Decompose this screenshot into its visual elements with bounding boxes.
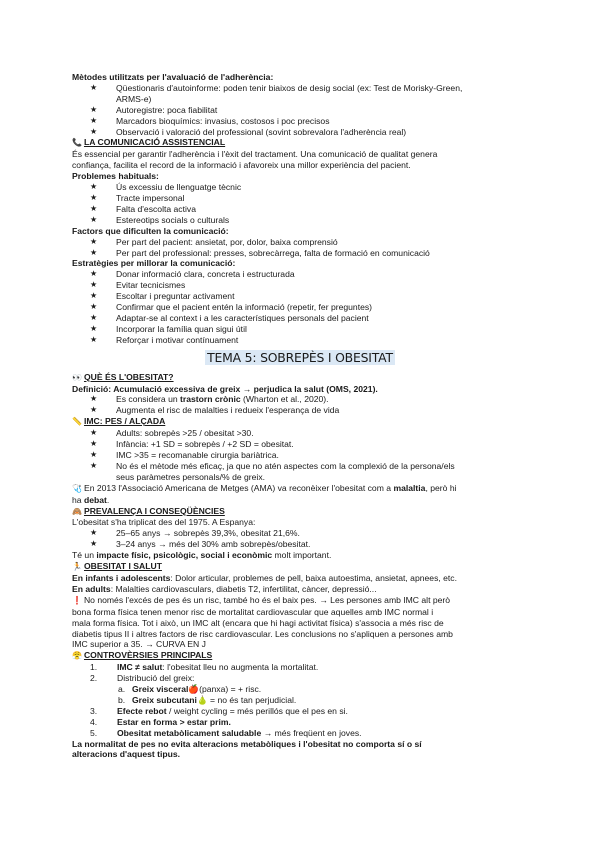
adults-line: En adults: Malalties cardiovasculars, diabetis T2, infertilitat, càncer, depressió... bbox=[72, 583, 377, 594]
list-item-continuation: ARMS-e) bbox=[116, 93, 152, 104]
list-subitem: a. Greix visceral🍎(panxa) = + risc. bbox=[118, 684, 262, 695]
list-item: ★ Per part del professional: presses, sobrecàrrega, falta de formació en comunicació bbox=[90, 247, 430, 258]
list-item: ★ Autoregistre: poca fiabilitat bbox=[90, 104, 218, 115]
list-item: 2. Distribució del greix: bbox=[90, 673, 195, 684]
star-bullet-icon: ★ bbox=[90, 82, 98, 92]
list-item: ★ Tracte impersonal bbox=[90, 192, 185, 203]
star-bullet-icon: ★ bbox=[90, 394, 98, 404]
star-bullet-icon: ★ bbox=[90, 528, 98, 538]
angry-face-icon: 😤 bbox=[72, 651, 82, 661]
star-bullet-icon: ★ bbox=[90, 323, 98, 333]
que-es-heading: 👀 QUÈ ÉS L'OBESITAT? bbox=[72, 371, 174, 382]
imc-heading: 📏 IMC: PES / ALÇADA bbox=[72, 416, 166, 427]
document-page bbox=[72, 72, 528, 760]
problemes-heading: Problemes habituals: bbox=[72, 171, 159, 182]
star-bullet-icon: ★ bbox=[90, 126, 98, 136]
list-item: 4. Estar en forma > estar prim. bbox=[90, 716, 231, 727]
metodes-heading: Mètodes utilitzats per l'avaluació de l'adherència: bbox=[72, 72, 274, 82]
list-item: ★ Falta d'escolta activa bbox=[90, 203, 196, 214]
star-bullet-icon: ★ bbox=[90, 214, 98, 224]
comunicacio-heading: 📞 LA COMUNICACIÓ ASSISTENCIAL bbox=[72, 137, 226, 148]
list-item: ★ IMC >35 = recomanable cirurgia bariàtrica. bbox=[90, 450, 279, 460]
apple-icon: 🍎 bbox=[188, 684, 200, 695]
star-bullet-icon: ★ bbox=[90, 460, 98, 470]
stethoscope-icon: 🩺 bbox=[72, 483, 82, 493]
list-item: ★ Marcadors bioquímics: invasius, costosos i poc precisos bbox=[90, 115, 330, 126]
tema-title: TEMA 5: SOBREPÈS I OBESITAT bbox=[207, 349, 393, 365]
list-item: ★ Adults: sobrepès >25 / obesitat >30. bbox=[90, 428, 254, 439]
comunicacio-intro: És essencial per garantir l'adherència i l'èxit del tractament. Una comunicació de qualitat genera confiança, facilita el record de la informació i afavoreix una millor experiència del pacient. bbox=[72, 149, 438, 171]
prevalenca-intro: L'obesitat s'ha triplicat des del 1975. A Espanya: bbox=[72, 517, 256, 528]
list-item: ★ Ús excessiu de llenguatge tècnic bbox=[90, 182, 242, 193]
star-bullet-icon: ★ bbox=[90, 428, 98, 438]
pear-icon: 🍐 bbox=[196, 694, 208, 705]
list-item: ★ 25–65 anys → sobrepès 39,3%, obesitat 21,6%. bbox=[90, 528, 300, 539]
runner-icon: 🏃 bbox=[72, 562, 82, 572]
star-bullet-icon: ★ bbox=[90, 115, 98, 125]
list-item: ★ Adaptar-se al context i a les característiques personals del pacient bbox=[90, 312, 369, 323]
monkey-icon: 🙈 bbox=[72, 506, 82, 516]
star-bullet-icon: ★ bbox=[90, 203, 98, 213]
star-bullet-icon: ★ bbox=[90, 291, 98, 301]
list-item: ★ Evitar tecnicismes bbox=[90, 280, 186, 291]
list-item: ★ Confirmar que el pacient entén la informació (repetir, fer preguntes) bbox=[90, 302, 373, 313]
list-item: ★ Escoltar i preguntar activament bbox=[90, 291, 235, 302]
star-bullet-icon: ★ bbox=[90, 405, 98, 415]
star-bullet-icon: ★ bbox=[90, 439, 98, 449]
list-item: ★ Per part del pacient: ansietat, por, dolor, baixa comprensió bbox=[90, 236, 338, 247]
list-item: ★ 3–24 anys → més del 30% amb sobrepès/obesitat. bbox=[90, 539, 311, 550]
estrategies-heading: Estratègies per millorar la comunicació: bbox=[72, 258, 236, 269]
final-statement: La normalitat de pes no evita alteracions metabòliques i l'obesitat no comporta sí o sí alteracions d'aquest tipus. bbox=[72, 738, 422, 760]
star-bullet-icon: ★ bbox=[90, 539, 98, 549]
star-bullet-icon: ★ bbox=[90, 450, 98, 459]
exclamation-icon: ❗ bbox=[72, 595, 82, 605]
star-bullet-icon: ★ bbox=[90, 269, 98, 279]
star-bullet-icon: ★ bbox=[90, 312, 98, 322]
list-item: ★ Estereotips socials o culturals bbox=[90, 214, 230, 225]
salut-paragraph: ❗ No només l'excés de pes és un risc, també ho és el baix pes. → Les persones amb IMC alt però bona forma física tenen menor risc de mortalitat cardiovascular que aquelles amb IMC normal i mala forma física. Tot i això, un IMC alt (encara que hi hagi activitat física) s'associa a més risc de diabetis tipus II i altres factors de risc cardiovascular. Les conclusions no s'apliquen a persones amb IMC superior a 35. → CURVA EN J bbox=[72, 594, 453, 650]
list-item: ★ Es considera un trastorn crònic (Wharton et al., 2020). bbox=[90, 394, 329, 405]
ruler-icon: 📏 bbox=[72, 417, 82, 427]
star-bullet-icon: ★ bbox=[90, 192, 98, 202]
list-item: 1. IMC ≠ salut: l'obesitat lleu no augmenta la mortalitat. bbox=[90, 662, 319, 673]
ama-paragraph: 🩺 En 2013 l'Associació Americana de Metges (AMA) va reconèixer l'obesitat com a malaltia, però hi ha debat. bbox=[72, 482, 457, 505]
star-bullet-icon: ★ bbox=[90, 280, 98, 290]
infants-line: En infants i adolescents: Dolor articular, problemes de pell, baixa autoestima, ansietat, apnees, etc. bbox=[72, 572, 457, 583]
eyes-icon: 👀 bbox=[72, 372, 82, 382]
star-bullet-icon: ★ bbox=[90, 104, 98, 114]
list-item: ★ No és el mètode més eficaç, ja que no atén aspectes com la complexió de la persona/els seus paràmetres personals/% de greix. bbox=[90, 460, 455, 482]
star-bullet-icon: ★ bbox=[90, 182, 98, 192]
list-item: 5. Obesitat metabòlicament saludable → més freqüent en joves. bbox=[90, 727, 362, 738]
star-bullet-icon: ★ bbox=[90, 247, 98, 257]
list-item: ★ Infància: +1 SD = sobrepès / +2 SD = obesitat. bbox=[90, 439, 294, 450]
list-item: ★ Qüestionaris d'autoinforme: poden tenir biaixos de desig social (ex: Test de Morisky-Green, bbox=[90, 82, 463, 93]
star-bullet-icon: ★ bbox=[90, 302, 98, 312]
list-item: ★ Donar informació clara, concreta i estructurada bbox=[90, 269, 295, 280]
list-item: 3. Efecte rebot / weight cycling = més perillós que el pes en si. bbox=[90, 705, 348, 716]
definicio: Definició: Acumulació excessiva de greix → perjudica la salut (OMS, 2021). bbox=[72, 383, 378, 394]
list-item: ★ Reforçar i motivar contínuament bbox=[90, 334, 239, 345]
list-item: ★ Incorporar la família quan sigui útil bbox=[90, 323, 247, 334]
star-bullet-icon: ★ bbox=[90, 334, 98, 344]
salut-heading: 🏃 OBESITAT I SALUT bbox=[72, 561, 162, 572]
star-bullet-icon: ★ bbox=[90, 236, 98, 246]
impact-line: Té un impacte físic, psicològic, social i econòmic molt important. bbox=[72, 550, 332, 561]
prevalenca-heading: 🙈 PREVALENÇA I CONSEQÜÈNCIES bbox=[72, 505, 225, 516]
list-item: ★ Observació i valoració del professional (sovint sobrevalora l'adherència real) bbox=[90, 126, 407, 137]
list-subitem: b. Greix subcutani🍐 = no és tan perjudicial. bbox=[118, 694, 297, 705]
factors-heading: Factors que dificulten la comunicació: bbox=[72, 225, 229, 236]
phone-icon: 📞 bbox=[72, 138, 82, 148]
controversies-heading: 😤 CONTROVÈRSIES PRINCIPALS bbox=[72, 650, 213, 661]
list-item: ★ Augmenta el risc de malalties i redueix l'esperança de vida bbox=[90, 405, 340, 416]
